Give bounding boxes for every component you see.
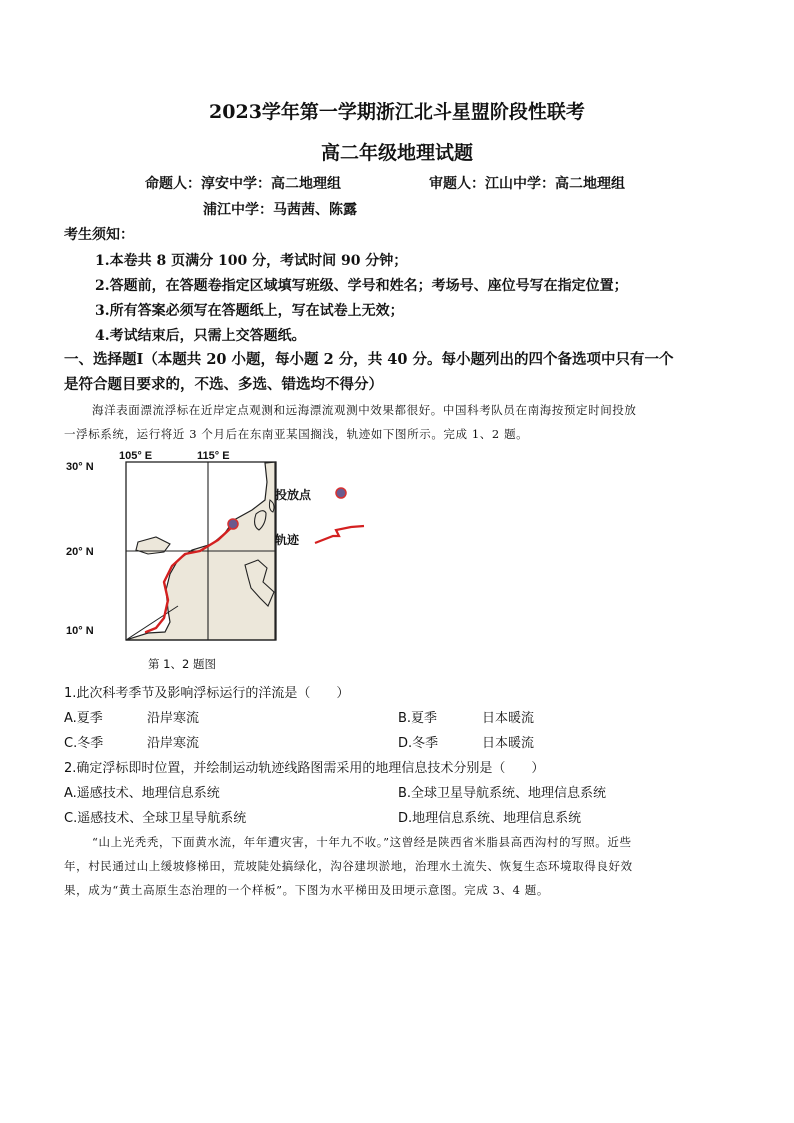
exam-subtitle: 高二年级地理试题 (320, 142, 473, 164)
passage-text: “山上光秃秃，下面黄水流，年年遭灾害，十年九不收。”这曾经是陕西省米脂县高西沟村的写照。近些 (92, 835, 632, 849)
passage-text: 海洋表面漂流浮标在近岸定点观测和远海漂流观测中效果都很好。中国科考队员在南海按预定时间投放 (92, 403, 637, 417)
q1-option-b-text: 日本暖流 (482, 711, 535, 726)
question-2-stem: 2.确定浮标即时位置，并绘制运动轨迹线路图需采用的地理信息技术分别是（ ） (64, 761, 545, 776)
author-line-2: 浦江中学：马茜茜、陈露 (203, 202, 357, 218)
q1-option-d-text: 日本暖流 (482, 736, 535, 751)
lon-label-115: 115° E (197, 450, 230, 462)
question-1-stem: 1.此次科考季节及影响浮标运行的洋流是（ ） (64, 686, 350, 701)
drift-map (60, 450, 380, 650)
notice-heading: 考生须知： (64, 227, 134, 243)
q2-option-c[interactable]: C.遥感技术、全球卫星导航系统 (64, 811, 247, 826)
legend-release-label: 投放点 (275, 488, 312, 502)
passage-text: 一浮标系统，运行将近 3 个月后在东南亚某国搁浅，轨迹如下图所示。完成 1、2 题。 (64, 427, 529, 441)
q1-option-b-letter[interactable]: B.夏季 (398, 711, 438, 726)
lon-label-105: 105° E (119, 450, 153, 462)
notice-item: 2.答题前，在答题卷指定区域填写班级、学号和姓名；考场号、座位号写在指定位置； (95, 278, 628, 294)
notice-item: 1.本卷共 8 页满分 100 分，考试时间 90 分钟； (95, 253, 408, 269)
section-heading-cont: 是符合题目要求的，不选、多选、错选均不得分） (64, 376, 383, 393)
legend-release-symbol (336, 488, 346, 498)
section-heading: 一、选择题Ⅰ（本题共 20 小题，每小题 2 分，共 40 分。每小题列出的四个备选项中只有一个 (64, 351, 674, 368)
lat-label-30: 30° N (66, 461, 94, 473)
author-line: 命题人：淳安中学：高二地理组 (145, 176, 341, 192)
q2-option-d[interactable]: D.地理信息系统、地理信息系统 (398, 811, 582, 826)
reviewer-line: 审题人：江山中学：高二地理组 (429, 176, 625, 192)
q1-option-c-letter[interactable]: C.冬季 (64, 736, 104, 751)
lat-label-10: 10° N (66, 625, 94, 637)
lat-label-20: 20° N (66, 546, 94, 558)
release-point (228, 519, 238, 529)
q2-option-b[interactable]: B.全球卫星导航系统、地理信息系统 (398, 786, 607, 801)
q1-option-a-letter[interactable]: A.夏季 (64, 711, 103, 726)
notice-item: 4.考试结束后，只需上交答题纸。 (95, 328, 306, 344)
figure-caption: 第 1、2 题图 (148, 657, 216, 671)
legend-track-label: 轨迹 (275, 533, 300, 547)
passage-text: 年，村民通过山上缓坡修梯田，荒坡陡处搞绿化，沟谷建坝淤地，治理水土流失、恢复生态环境取得良好效 (64, 859, 633, 873)
passage-text: 果，成为“黄土高原生态治理的一个样板”。下图为水平梯田及田埂示意图。完成 3、4 题。 (64, 883, 549, 897)
exam-title: 2023学年第一学期浙江北斗星盟阶段性联考 (209, 101, 585, 123)
q1-option-d-letter[interactable]: D.冬季 (398, 736, 439, 751)
legend-track-symbol (315, 526, 364, 543)
q1-option-c-text: 沿岸寒流 (147, 736, 200, 751)
notice-item: 3.所有答案必须写在答题纸上，写在试卷上无效； (95, 303, 404, 319)
q1-option-a-text: 沿岸寒流 (147, 711, 200, 726)
map-svg (60, 450, 380, 650)
q2-option-a[interactable]: A.遥感技术、地理信息系统 (64, 786, 220, 801)
